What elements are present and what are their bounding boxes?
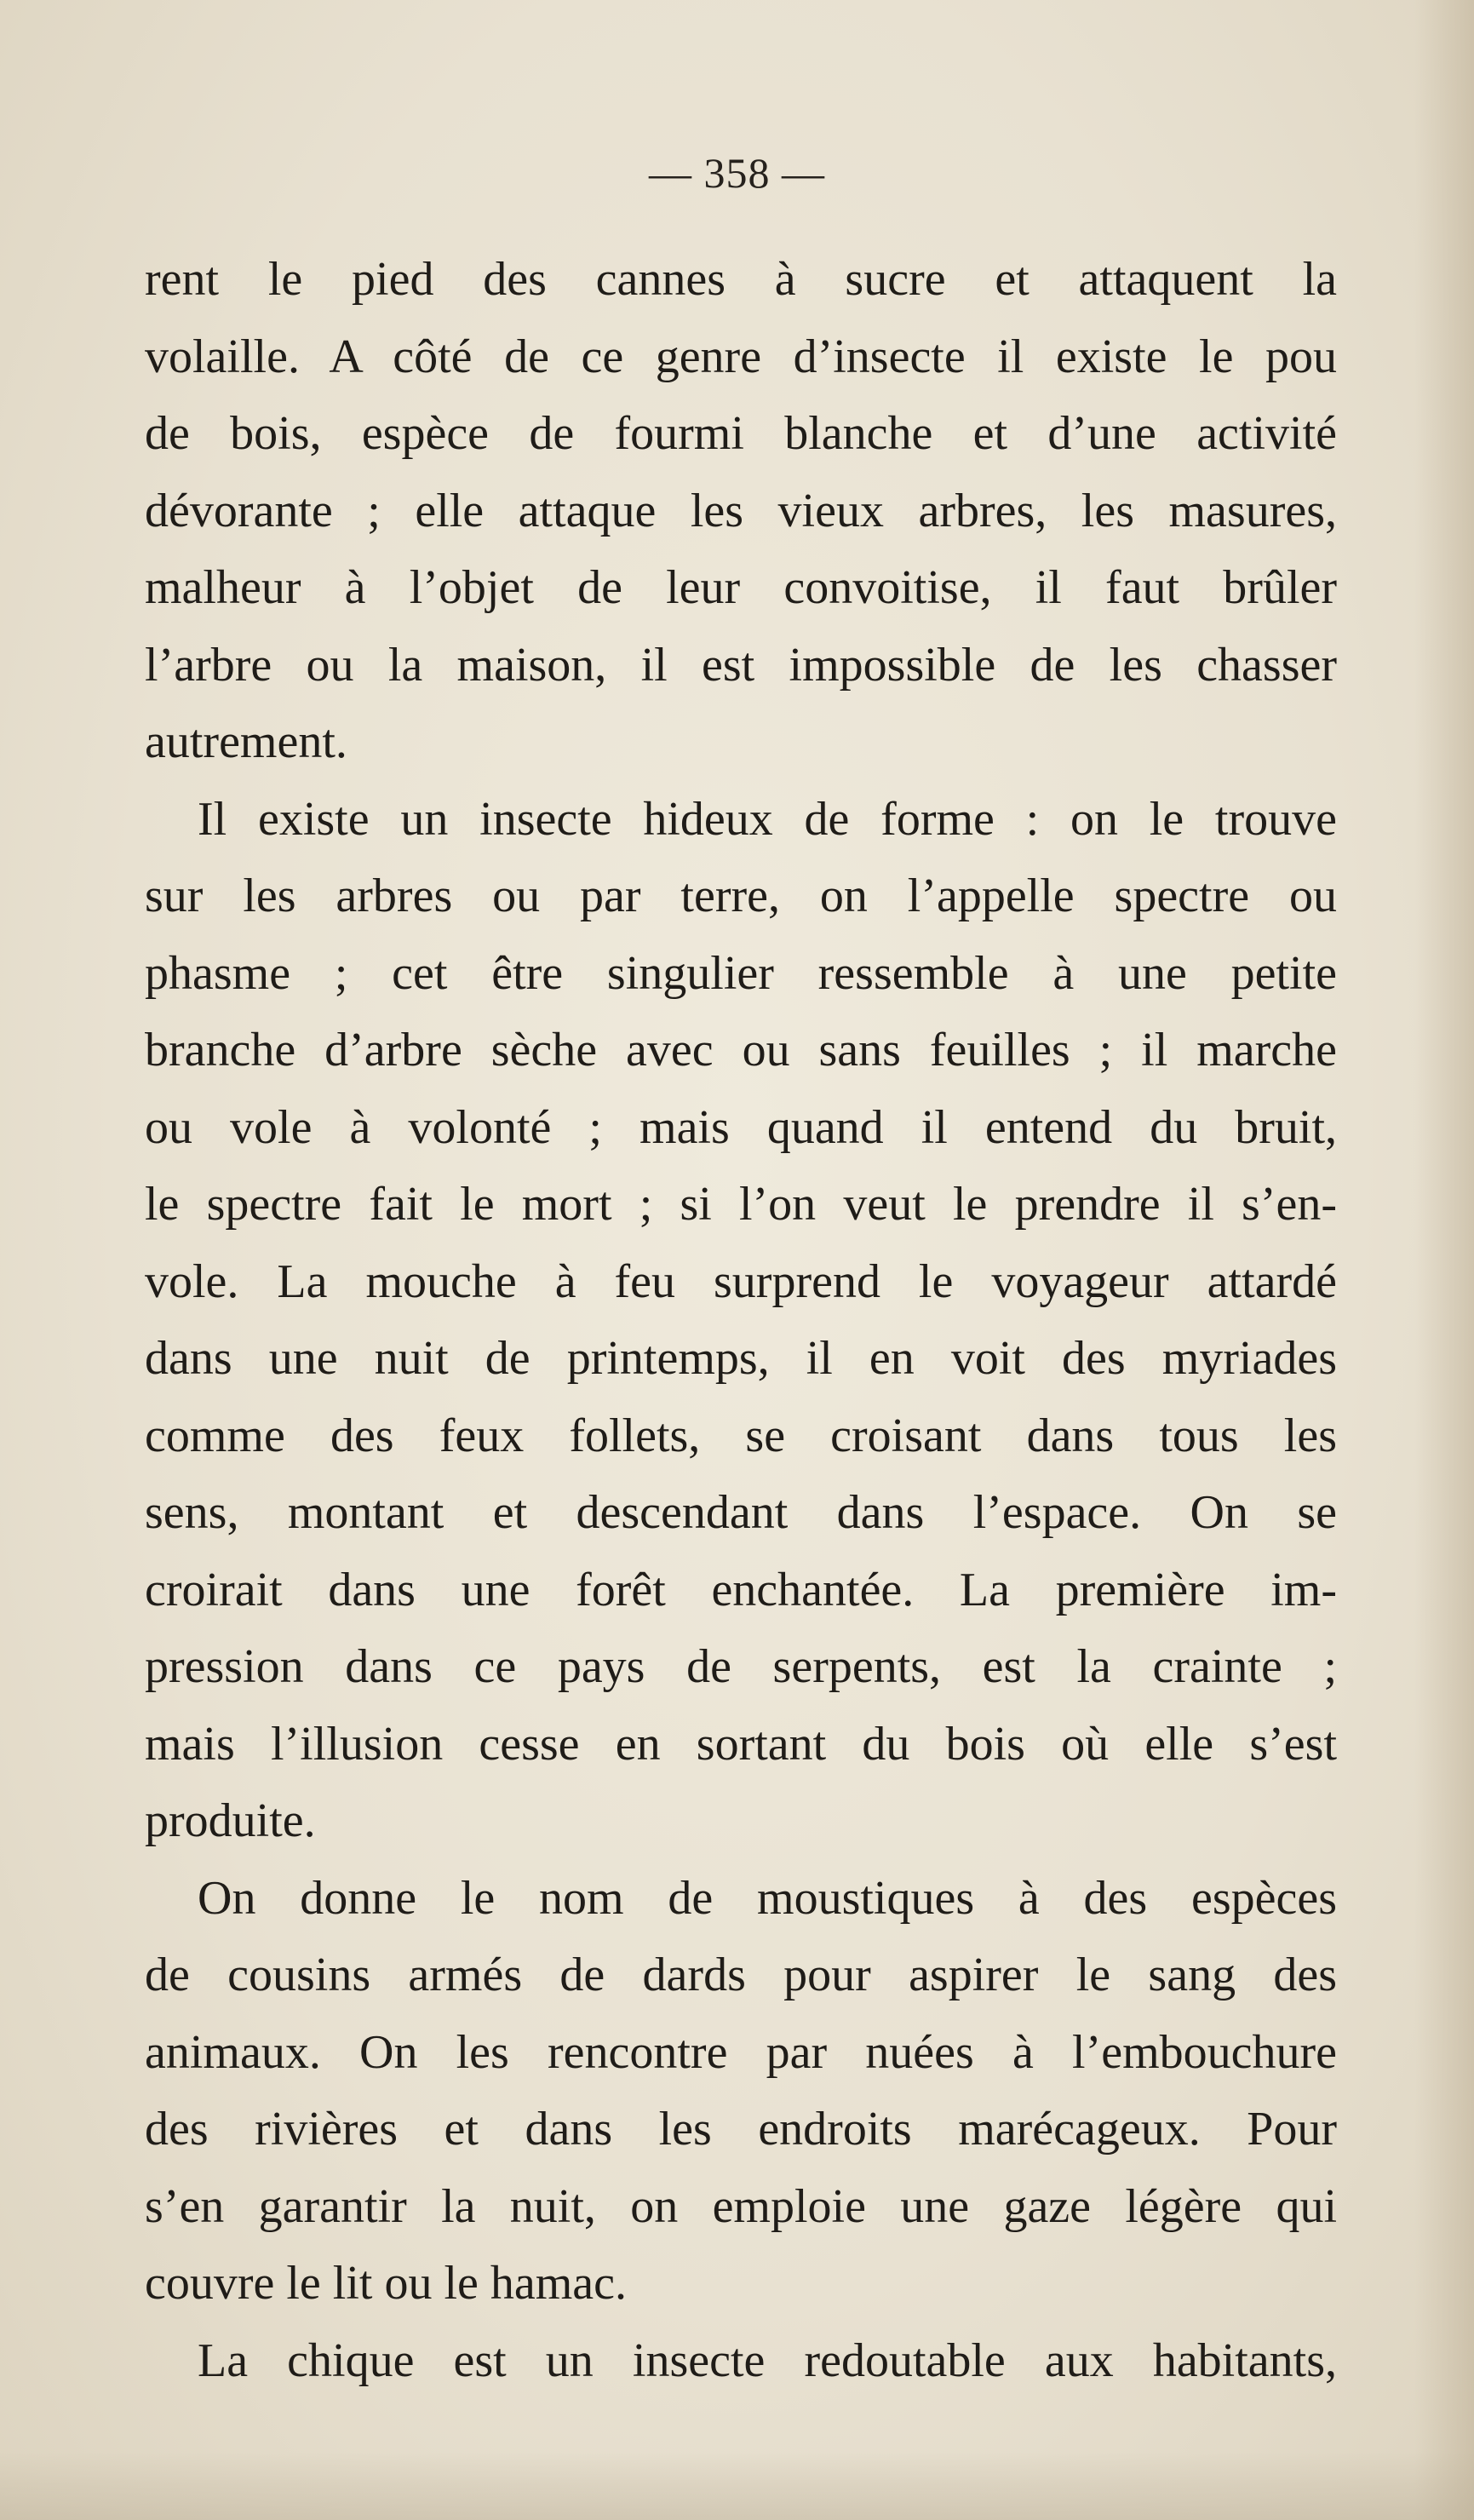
- text-line: s’en garantir la nuit, on emploie une gaze légère qui: [145, 2179, 1337, 2233]
- text-line: de cousins armés de dards pour aspirer le sang des: [145, 1949, 1337, 2001]
- text-line: rent le pied des cannes à sucre et attaquent la: [145, 253, 1337, 306]
- body-text: [145, 241, 1337, 2399]
- text-line: couvre le lit ou le hamac.: [145, 2257, 627, 2310]
- text-line: l’arbre ou la maison, il est impossible de les chasser: [145, 638, 1337, 692]
- text-line: branche d’arbre sèche avec ou sans feuilles ; il marche: [145, 1024, 1337, 1076]
- text-line: On donne le nom de moustiques à des espèces: [198, 1871, 1337, 1925]
- page-number: — 358 —: [649, 149, 825, 197]
- text-line: ou vole à volonté ; mais quand il entend du bruit,: [145, 1100, 1337, 1154]
- text-line: de bois, espèce de fourmi blanche et d’une activité: [145, 407, 1337, 460]
- text-line: le spectre fait le mort ; si l’on veut le prendre il s’en-: [145, 1178, 1337, 1231]
- text-line: animaux. On les rencontre par nuées à l’embouchure: [145, 2025, 1337, 2079]
- text-line: phasme ; cet être singulier ressemble à une petite: [145, 946, 1337, 1000]
- text-line: mais l’illusion cesse en sortant du bois où elle s’est: [145, 1717, 1337, 1771]
- text-line: comme des feux follets, se croisant dans tous les: [145, 1409, 1337, 1462]
- page-edge-shadow-right: [1414, 0, 1474, 2520]
- text-line: Il existe un insecte hideux de forme : on le trouve: [198, 792, 1337, 846]
- text-line: produite.: [145, 1794, 316, 1847]
- page-edge-shadow-bottom: [0, 2452, 1474, 2520]
- text-line: sur les arbres ou par terre, on l’appelle spectre ou: [145, 870, 1337, 922]
- text-line: autrement.: [145, 715, 347, 768]
- text-line: croirait dans une forêt enchantée. La première im-: [145, 1563, 1337, 1616]
- text-line: des rivières et dans les endroits marécageux. Pour: [145, 2103, 1337, 2155]
- text-line: malheur à l’objet de leur convoitise, il faut brûler: [145, 561, 1337, 614]
- text-line: sens, montant et descendant dans l’espace. On se: [145, 1486, 1337, 1539]
- text-line: dans une nuit de printemps, il en voit des myriades: [145, 1332, 1337, 1385]
- text-line: dévorante ; elle attaque les vieux arbres, les masures,: [145, 484, 1337, 537]
- text-line: La chique est un insecte redoutable aux habitants,: [198, 2333, 1337, 2387]
- text-line: pression dans ce pays de serpents, est la crainte ;: [145, 1640, 1337, 1693]
- text-line: volaille. A côté de ce genre d’insecte il existe le pou: [145, 330, 1337, 383]
- text-line: vole. La mouche à feu surprend le voyageur attardé: [145, 1254, 1337, 1308]
